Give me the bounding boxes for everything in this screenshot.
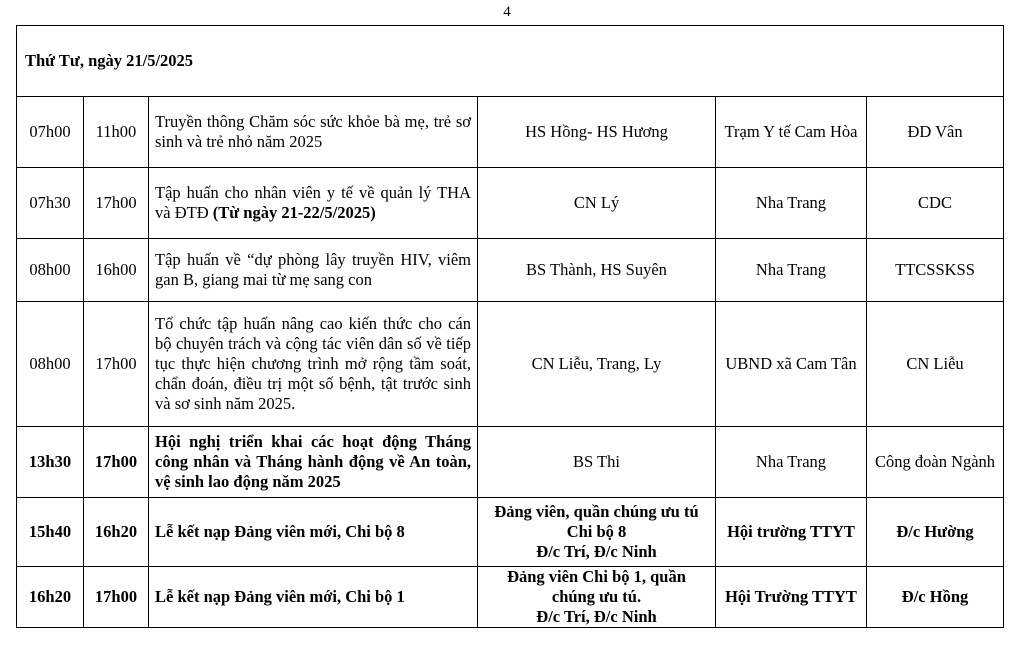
activity-content: Lễ kết nạp Đảng viên mới, Chi bộ 8 xyxy=(149,498,478,567)
in-charge: CN Liễu xyxy=(867,302,1004,427)
location: Trạm Y tế Cam Hòa xyxy=(716,97,867,168)
table-row xyxy=(17,168,1004,239)
participants: BS Thi xyxy=(478,427,716,498)
table-row xyxy=(17,498,1004,567)
in-charge: TTCSSKSS xyxy=(867,239,1004,302)
activity-date-range: (Từ ngày 21-22/5/2025) xyxy=(212,203,376,222)
end-time: 17h00 xyxy=(84,168,149,239)
location: Hội trường TTYT xyxy=(716,498,867,567)
table-row xyxy=(17,302,1004,427)
activity-content: Truyền thông Chăm sóc sức khỏe bà mẹ, trẻ sơ sinh và trẻ nhỏ năm 2025 xyxy=(149,97,478,168)
in-charge: Đ/c Hồng xyxy=(867,567,1004,628)
day-header: Thứ Tư, ngày 21/5/2025 xyxy=(17,26,1004,97)
activity-content: Lễ kết nạp Đảng viên mới, Chi bộ 1 xyxy=(149,567,478,628)
schedule-table xyxy=(16,25,1004,628)
activity-content xyxy=(149,168,478,239)
start-time: 15h40 xyxy=(17,498,84,567)
start-time: 08h00 xyxy=(17,239,84,302)
activity-text: Tập huấn cho nhân viên y tế về quản lý THA và ĐTĐ xyxy=(155,183,471,222)
end-time: 17h00 xyxy=(84,427,149,498)
in-charge: Đ/c Hường xyxy=(867,498,1004,567)
in-charge: Công đoàn Ngành xyxy=(867,427,1004,498)
end-time: 16h20 xyxy=(84,498,149,567)
table-row xyxy=(17,239,1004,302)
end-time: 17h00 xyxy=(84,302,149,427)
activity-content: Hội nghị triển khai các hoạt động Tháng công nhân và Tháng hành động về An toàn, vệ sinh lao động năm 2025 xyxy=(149,427,478,498)
activity-content: Tổ chức tập huấn nâng cao kiến thức cho cán bộ chuyên trách và cộng tác viên dân số về tiếp tục thực hiện chương trình mở rộng tầm soát, chẩn đoán, điều trị một số bệnh, tật trước sinh và sơ sinh năm 2025. xyxy=(149,302,478,427)
in-charge: CDC xyxy=(867,168,1004,239)
start-time: 13h30 xyxy=(17,427,84,498)
participants: CN Lý xyxy=(478,168,716,239)
end-time: 11h00 xyxy=(84,97,149,168)
location: Hội Trường TTYT xyxy=(716,567,867,628)
participants: HS Hồng- HS Hương xyxy=(478,97,716,168)
day-header-row xyxy=(17,26,1004,97)
start-time: 07h00 xyxy=(17,97,84,168)
in-charge: ĐD Vân xyxy=(867,97,1004,168)
end-time: 16h00 xyxy=(84,239,149,302)
activity-content: Tập huấn về “dự phòng lây truyền HIV, viêm gan B, giang mai từ mẹ sang con xyxy=(149,239,478,302)
start-time: 16h20 xyxy=(17,567,84,628)
participants: BS Thành, HS Suyên xyxy=(478,239,716,302)
location: Nha Trang xyxy=(716,427,867,498)
participants: CN Liễu, Trang, Ly xyxy=(478,302,716,427)
table-row xyxy=(17,427,1004,498)
end-time: 17h00 xyxy=(84,567,149,628)
start-time: 08h00 xyxy=(17,302,84,427)
page-number: 4 xyxy=(503,4,511,20)
start-time: 07h30 xyxy=(17,168,84,239)
participants: Đảng viên, quần chúng ưu tú Chi bộ 8 Đ/c Trí, Đ/c Ninh xyxy=(478,498,716,567)
participants: Đảng viên Chi bộ 1, quần chúng ưu tú. Đ/c Trí, Đ/c Ninh xyxy=(478,567,716,628)
location: Nha Trang xyxy=(716,168,867,239)
location: Nha Trang xyxy=(716,239,867,302)
location: UBND xã Cam Tân xyxy=(716,302,867,427)
table-row xyxy=(17,97,1004,168)
table-row xyxy=(17,567,1004,628)
